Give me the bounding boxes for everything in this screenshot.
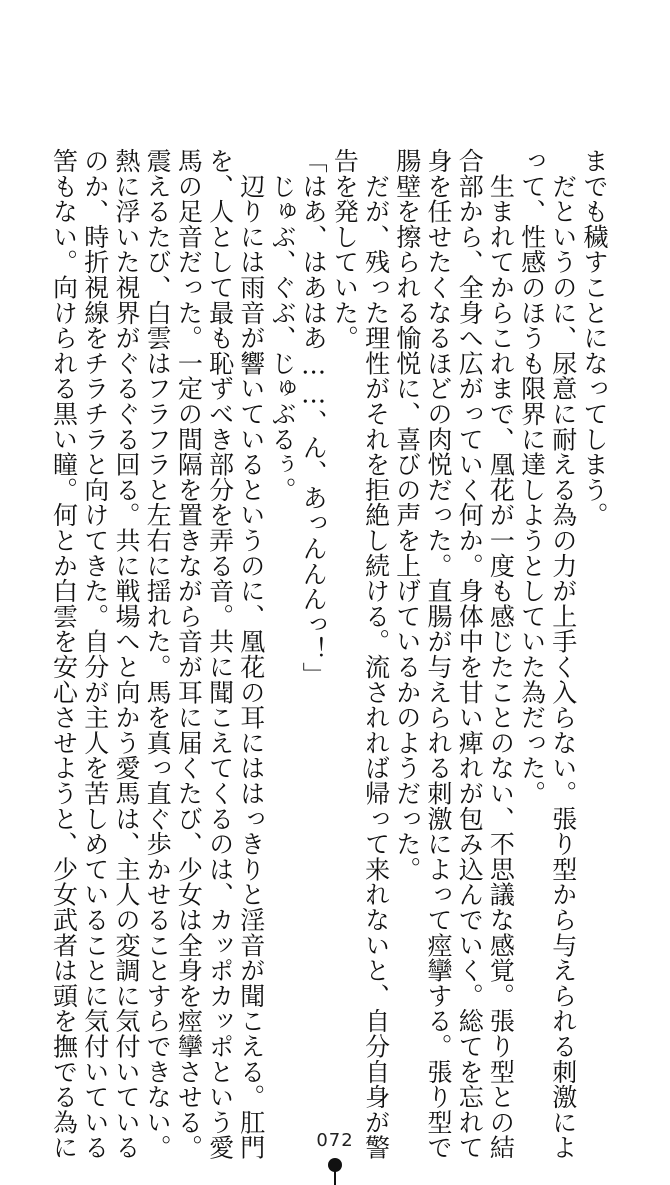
text-line: 腸壁を擦られる愉悦に、喜びの声を上げているかのようだった。 [392, 148, 422, 882]
text-line: じゅぶ、ぐぶ、じゅぶるぅ。 [267, 148, 297, 503]
text-line: だが、残った理性がそれを拒絶し続ける。流されれば帰って来れないと、自分自身が警 [361, 148, 391, 1160]
text-line: 震えるたび、白雲はフラフラと左右に揺れた。馬を真っ直ぐ歩かせることすらできない。 [143, 148, 173, 1160]
text-line: のか、時折視線をチラチラと向けてきた。自分が主人を苦しめていることに気付いている [80, 148, 110, 1160]
text-line: までも穢すことになってしまう。 [580, 148, 609, 528]
text-line: って、性感のほうも限界に達しようとしていた為だった。 [517, 148, 547, 806]
text-line: 合部から、全身へ広がっていく何か。身体中を甘い痺れが包み込んでいく。総てを忘れて [455, 148, 485, 1160]
text-line: 「はあ、はあはあ……、ん、あっんんんっ！」 [299, 148, 329, 688]
text-line: 筈もない。向けられる黒い瞳。何とか白雲を安心させようと、少女武者は頭を撫でる為に [49, 148, 79, 1160]
text-line: だというのに、尿意に耐える為の力が上手く入らない。張り型から与えられる刺激によ [548, 148, 578, 1160]
page-number: 072 [316, 1130, 354, 1151]
text-line: を、人として最も恥ずべき部分を弄る音。共に聞こえてくるのは、カッポカッポという愛 [205, 148, 235, 1160]
text-line: 身を任せたくなるほどの肉悦だった。直腸が与えられる刺激によって痙攣する。張り型で [423, 148, 453, 1160]
text-line: 生まれてからこれまで、凰花が一度も感じたことのない、不思議な感覚。張り型との結 [486, 148, 516, 1160]
text-line: 熱に浮いた視界がぐるぐる回る。共に戦場へと向かう愛馬は、主人の変調に気付いている [111, 148, 141, 1160]
text-line: 辺りには雨音が響いているというのに、凰花の耳にははっきりと淫音が聞こえる。肛門 [236, 148, 266, 1160]
page-marker-stem [334, 1170, 336, 1185]
text-line: 告を発していた。 [330, 148, 360, 351]
text-line: 馬の足音だった。一定の間隔を置きながら音が耳に届くたび、少女は全身を痙攣させる。 [174, 148, 204, 1160]
